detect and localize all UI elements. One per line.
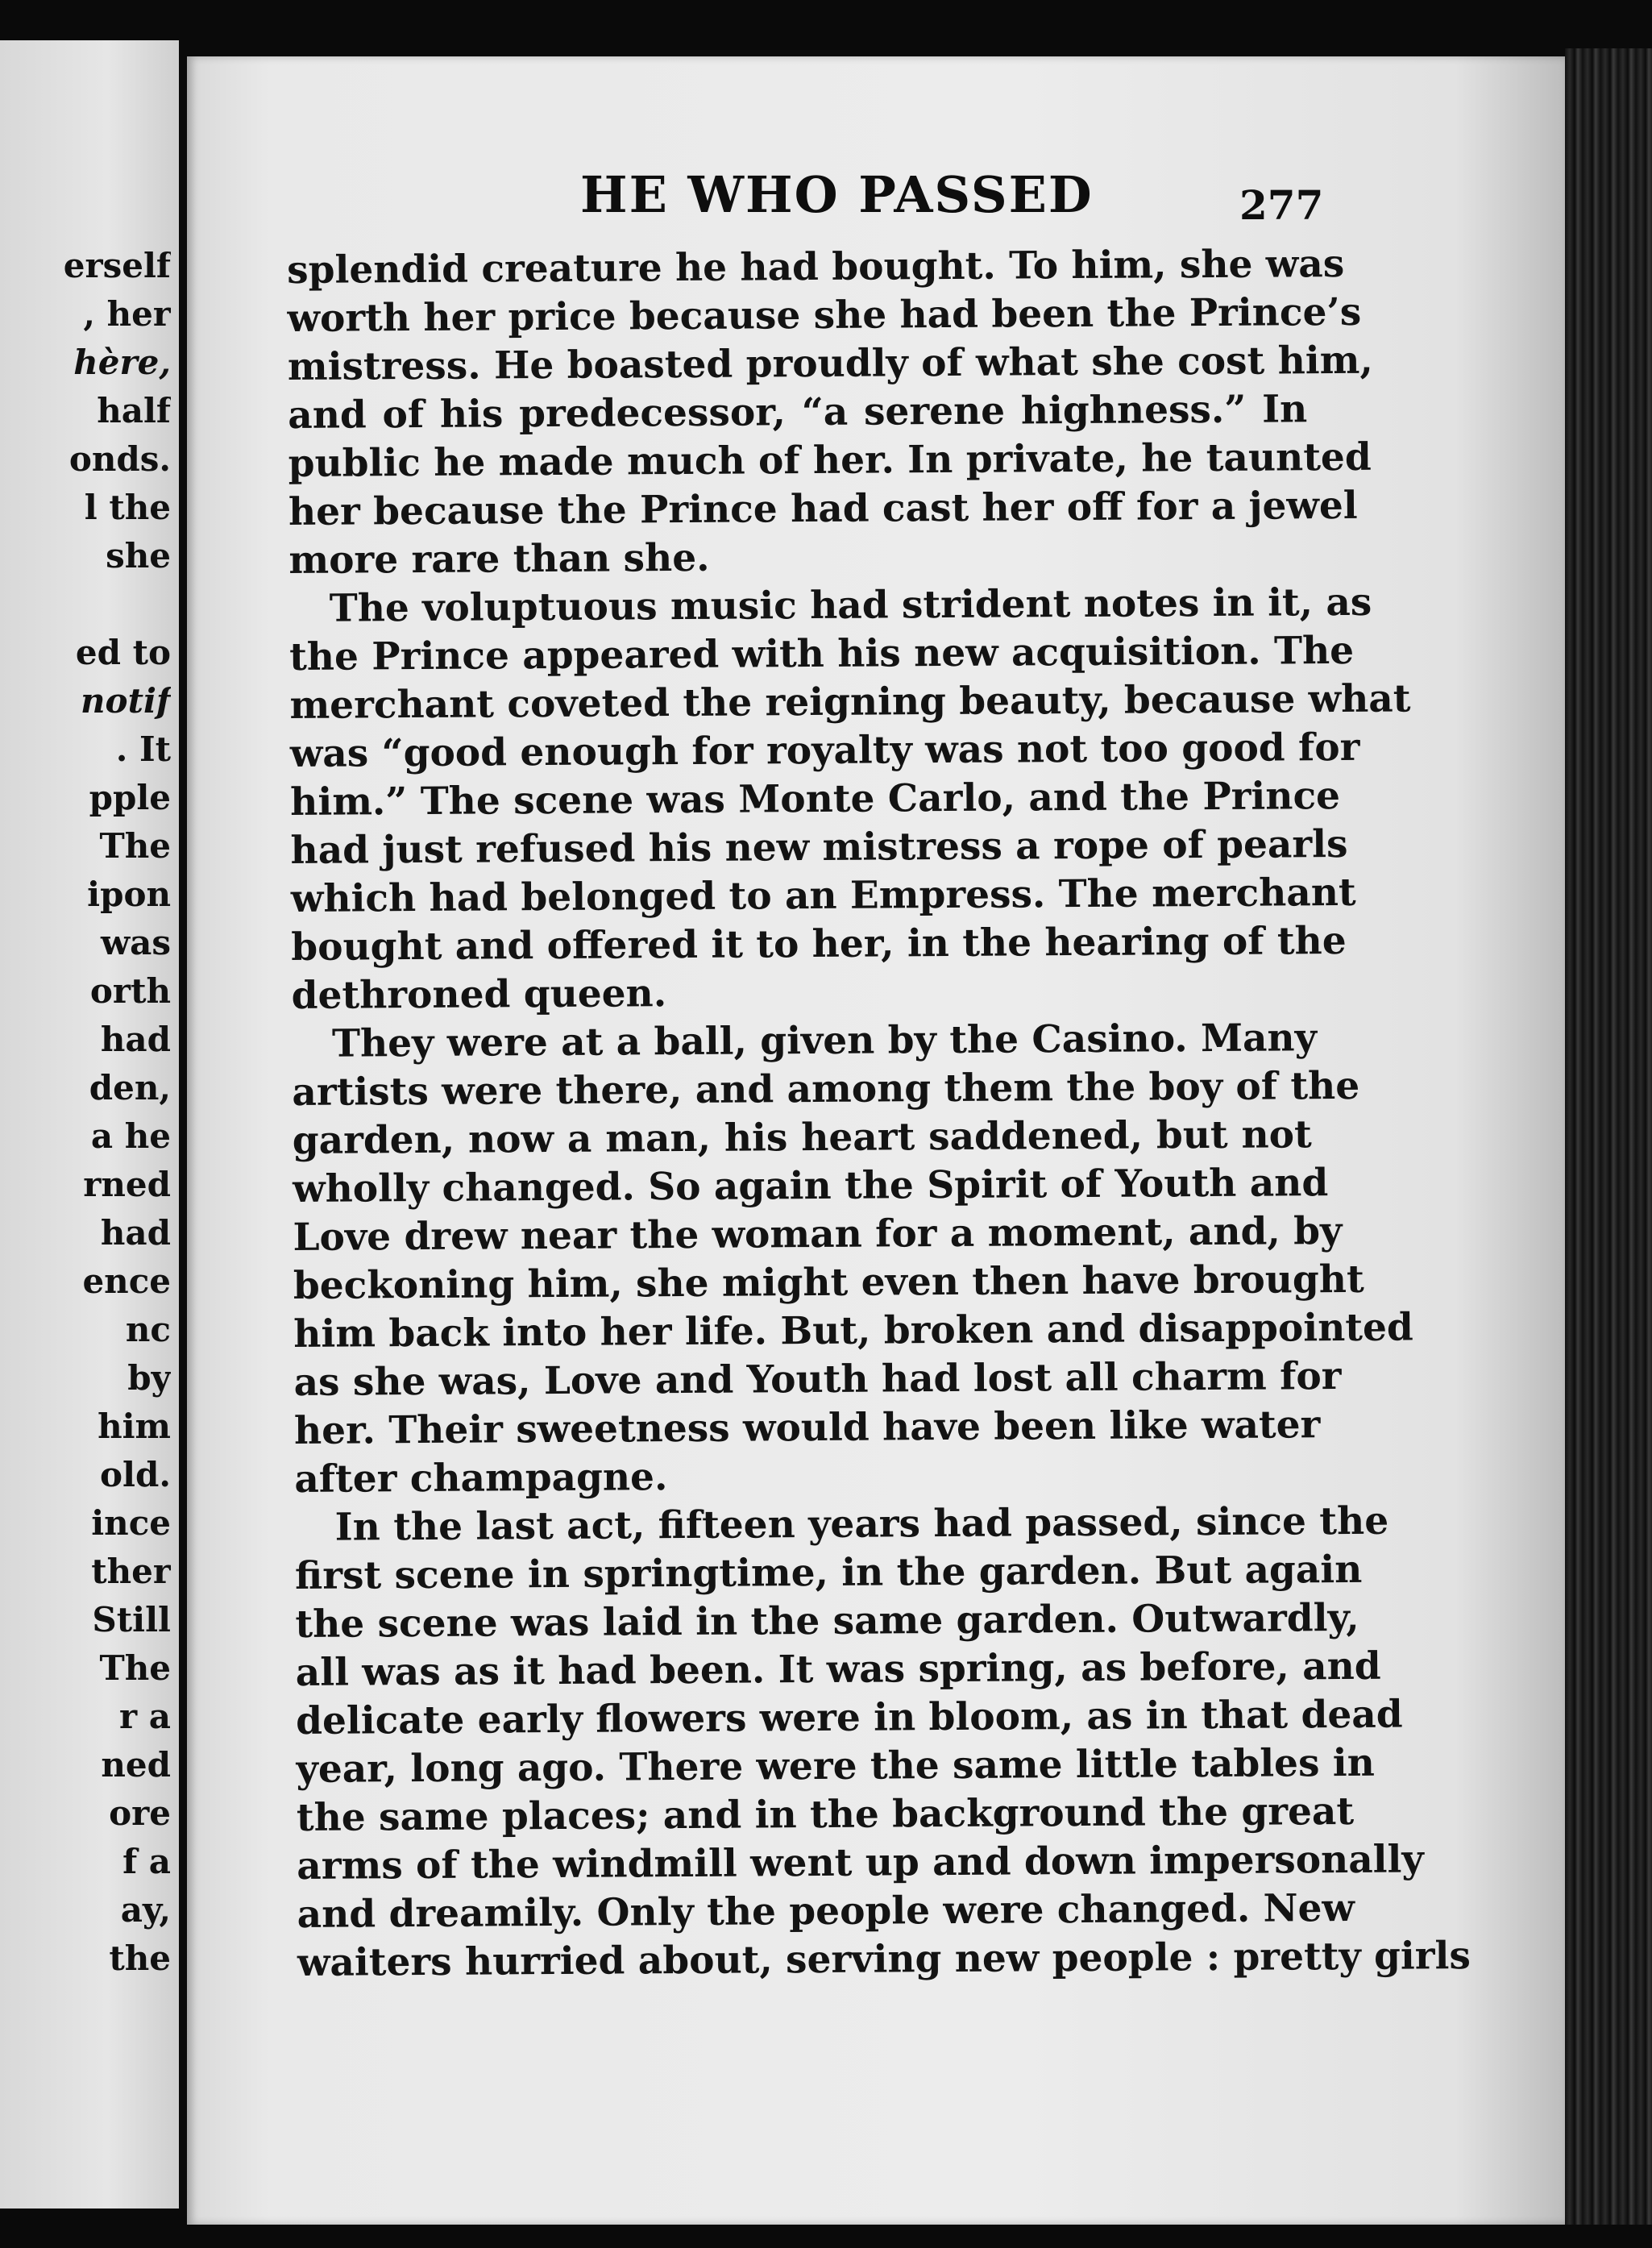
text-line: her. Their sweetness would have been like water (293, 1402, 1321, 1453)
left-page-line: ipon (87, 875, 171, 914)
left-page-line: him (98, 1407, 171, 1446)
left-page-line: was (100, 923, 171, 962)
left-page-line: rned (83, 1165, 171, 1204)
left-page-line: f a (122, 1842, 171, 1881)
text-line: the scene was laid in the same garden. Outwardly, (295, 1595, 1359, 1647)
running-head: HE WHO PASSED (580, 165, 1094, 224)
left-page-line: nc (125, 1310, 171, 1349)
text-line: artists were there, and among them the boy of the (292, 1063, 1360, 1115)
left-page-line: ore (109, 1793, 171, 1833)
left-page-line: The (99, 826, 171, 866)
left-page-line: old. (100, 1455, 171, 1494)
left-page-line: , her (83, 294, 171, 334)
text-line: first scene in springtime, in the garden. But again (294, 1547, 1363, 1598)
text-line: splendid creature he had bought. To him, she was (287, 241, 1345, 293)
text-line: They were at a ball, given by the Casino. Many (331, 1016, 1318, 1066)
left-page-line: onds. (68, 439, 171, 479)
left-page-line: had (100, 1213, 171, 1253)
text-line: In the last act, fifteen years had passed, since the (334, 1498, 1389, 1550)
left-page-line: r a (119, 1697, 171, 1736)
text-line: bought and offered it to her, in the hearing of the (291, 918, 1347, 970)
book-edge (1565, 48, 1652, 2225)
text-line: more rare than she. (288, 535, 710, 583)
left-page-line: half (97, 391, 171, 430)
left-page-line: ned (101, 1745, 171, 1785)
left-page-line: ed to (75, 633, 171, 672)
text-line: worth her price because she had been the Prince’s (287, 289, 1362, 341)
text-line: dethroned queen. (291, 971, 667, 1018)
left-page-line: hère, (73, 343, 171, 382)
left-page-line: she (106, 536, 171, 576)
left-page-line: by (127, 1358, 171, 1398)
left-page-line: ay, (120, 1890, 171, 1930)
left-page-line (0, 580, 171, 629)
text-line: delicate early flowers were in bloom, as in that dead (296, 1692, 1403, 1743)
text-line: was “good enough for royalty was not too good for (289, 725, 1360, 776)
text-line: The voluptuous music had strident notes in it, as (329, 580, 1372, 631)
text-line: after champagne. (294, 1455, 668, 1502)
text-line: garden, now a man, his heart saddened, but not (292, 1112, 1312, 1163)
text-line: which had belonged to an Empress. The merchant (290, 870, 1356, 921)
left-page-line: ther (91, 1552, 171, 1591)
text-line: wholly changed. So again the Spirit of Youth and (292, 1161, 1329, 1211)
text-line: all was as it had been. It was spring, as before, and (295, 1643, 1381, 1695)
text-line: arms of the windmill went up and down impersonally (297, 1837, 1424, 1889)
left-page-line: had (100, 1020, 171, 1059)
left-page-line: orth (89, 971, 171, 1011)
left-page-fragment (0, 40, 179, 2209)
text-line: her because the Prince had cast her off for a jewel (288, 483, 1358, 534)
left-page-line: ence (82, 1261, 171, 1301)
left-page-text (0, 242, 171, 1983)
text-line: Love drew near the woman for a moment, and, by (293, 1209, 1343, 1260)
left-page-line: Still (92, 1600, 171, 1639)
text-line: and of his predecessor, “a serene highness.” In (288, 387, 1308, 438)
text-line: public he made much of her. In private, he taunted (288, 434, 1372, 486)
page-number: 277 (1239, 181, 1324, 229)
text-line: merchant coveted the reigning beauty, because what (289, 676, 1411, 728)
text-line: had just refused his new mistress a rope of pearls (290, 821, 1348, 873)
left-page-line: pple (89, 778, 171, 817)
left-page-line: erself (63, 246, 171, 285)
text-line: beckoning him, she might even then have brought (293, 1257, 1364, 1308)
left-page-line: the (109, 1938, 171, 1978)
left-page-line: The (99, 1648, 171, 1688)
text-line: the same places; and in the background the great (296, 1789, 1355, 1840)
text-line: him back into her life. But, broken and disappointed (293, 1305, 1413, 1357)
text-line: the Prince appeared with his new acquisition. The (288, 628, 1355, 679)
text-line: waiters hurried about, serving new people : pretty girls (297, 1934, 1471, 1985)
left-page-line: l the (84, 488, 171, 527)
text-line: mistress. He boasted proudly of what she cost him, (287, 338, 1373, 389)
left-page-line: a he (90, 1116, 171, 1156)
text-line: him.” The scene was Monte Carlo, and the Prince (290, 774, 1341, 825)
left-page-line: notif (81, 681, 171, 721)
left-page-line: . It (115, 729, 171, 769)
left-page-line: ince (91, 1503, 171, 1543)
text-line: and dreamily. Only the people were changed. New (297, 1885, 1355, 1937)
text-line: year, long ago. There were the same little tables in (296, 1740, 1375, 1792)
left-page-line: den, (89, 1068, 171, 1107)
page-body-text (287, 240, 1471, 1988)
text-line: as she was, Love and Youth had lost all charm for (293, 1354, 1342, 1405)
